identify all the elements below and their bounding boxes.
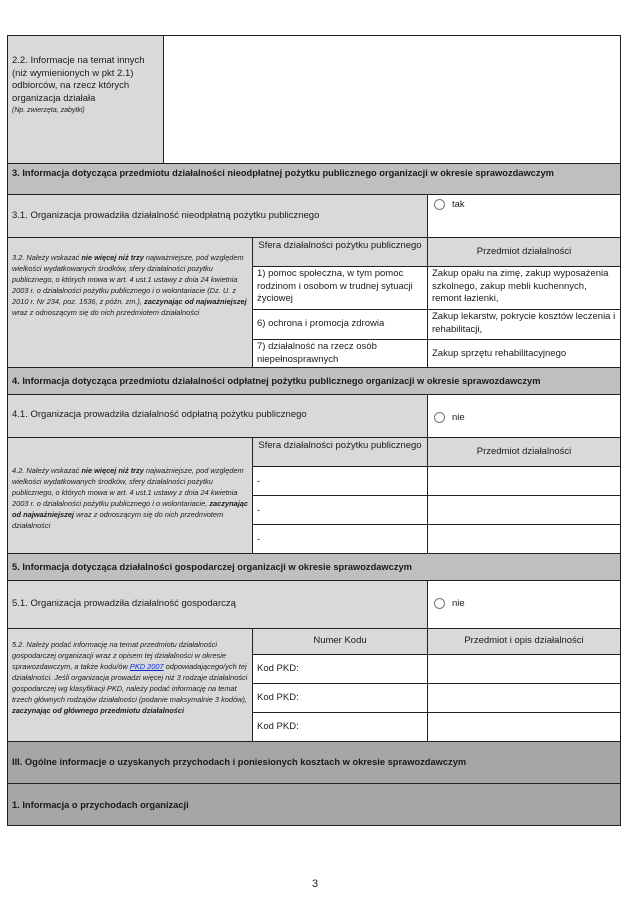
s42-instruction: 4.2. Należy wskazać nie więcej niż trzy najważniejsze, pod względem wielkości wydatkowanych środków, sfery działalności pożytku publicznego, o których mowa w art. 4 ust.1 ustawy z dnia 24 kwietnia 2003 r. o działalności pożytku publicznego i o wolontariacie, zaczynając od najważniejszej wraz z odnoszącym się do nich przedmiotem działalności (8, 437, 252, 553)
s51-radio-nie[interactable]: nie (428, 581, 620, 611)
s51-answer-cell (427, 580, 620, 628)
radio-icon[interactable] (434, 199, 445, 210)
s51-question: 5.1. Organizacja prowadziła działalność gospodarczą (8, 580, 427, 628)
s31-question: 3.1. Organizacja prowadziła działalność nieodpłatną pożytku publicznego (8, 194, 427, 237)
s4-header: 4. Informacja dotycząca przedmiotu działalności odpłatnej pożytku publicznego organizacji w okresie sprawozdawczym (8, 367, 620, 394)
s22-label-cell (8, 36, 163, 163)
s41-question: 4.1. Organizacja prowadziła działalność odpłatną pożytku publicznego (8, 394, 427, 437)
s42-row2-przedmiot[interactable] (427, 495, 620, 524)
s52-row2-opis[interactable] (427, 683, 620, 712)
s22-input-area[interactable] (163, 36, 620, 163)
s3-header: 3. Informacja dotycząca przedmiotu działalności nieodpłatnej pożytku publicznego organizacji w okresie sprawozdawczym (8, 163, 620, 194)
s32-row1-sfera[interactable]: 1) pomoc społeczna, w tym pomoc rodzinom i osobom w trudnej sytuacji życiowej (252, 266, 427, 309)
s42-col-przedmiot: Przedmiot działalności (427, 437, 620, 466)
s32-col-przedmiot: Przedmiot działalności (427, 237, 620, 266)
sIII-header: III. Ogólne informacje o uzyskanych przychodach i poniesionych kosztach w okresie sprawozdawczym (8, 741, 620, 783)
s32-row3-przedmiot[interactable]: Zakup sprzętu rehabilitacyjnego (427, 339, 620, 367)
s31-answer-cell (427, 194, 620, 237)
s32-row1-przedmiot[interactable]: Zakup opału na zimę, zakup wyposażenia szkolnego, zakup mebli kuchennych, remont łazienki, (427, 266, 620, 309)
s52-col-opis: Przedmiot i opis działalności (427, 628, 620, 654)
s42-row1-sfera[interactable]: - (252, 466, 427, 495)
s52-row2-kod[interactable]: Kod PKD: (252, 683, 427, 712)
s42-col-sfera: Sfera działalności pożytku publicznego (252, 437, 427, 466)
s1-header: 1. Informacja o przychodach organizacji (8, 783, 620, 825)
s52-row1-kod[interactable]: Kod PKD: (252, 654, 427, 683)
s22-label: 2.2. Informacje na temat innych (niż wymienionych w pkt 2.1) odbiorców, na rzecz których organizacja działała (12, 55, 145, 104)
s42-row3-przedmiot[interactable] (427, 524, 620, 553)
s42-row2-sfera[interactable]: - (252, 495, 427, 524)
s52-row3-kod[interactable]: Kod PKD: (252, 712, 427, 741)
s52-instruction: 5.2. Należy podać informację na temat przedmiotu działalności gospodarczej organizacji wraz z opisem tej działalności w okresie sprawozdawczym, a także kodu/ów PKD 2007 odpowiadającego/ych tej działalności. Jeśli organizacja prowadzi więcej niż 3 rodzaje działalności gospodarczej wg klasyfikacji PKD, należy podać informację na temat trzech głównych rodzajów działalności (podanie maksymalnie 3 kodów), zaczynając od głównego przedmiotu działalności (8, 628, 252, 741)
s32-instruction: 3.2. Należy wskazać nie więcej niż trzy najważniejsze, pod względem wielkości wydatkowanych środków, sfery działalności pożytku publicznego, o których mowa w art. 4 ust.1 ustawy z dnia 24 kwietnia 2003 r. o działalności pożytku publicznego i o wolontariacie (Dz. U. z 2010 r. Nr 234, poz. 1536, z późn. zm.), zaczynając od najważniejszej wraz z odnoszącym się do nich przedmiotem działalności (8, 237, 252, 367)
s5-header: 5. Informacja dotycząca działalności gospodarczej organizacji w okresie sprawozdawczym (8, 553, 620, 580)
s52-col-kod: Numer Kodu (252, 628, 427, 654)
s32-row3-sfera[interactable]: 7) działalność na rzecz osób niepełnosprawnych (252, 339, 427, 367)
s22-hint: (Np. zwierzęta, zabytki) (12, 107, 85, 114)
radio-icon[interactable] (434, 412, 445, 423)
s32-col-sfera: Sfera działalności pożytku publicznego (252, 237, 427, 266)
s32-row2-sfera[interactable]: 6) ochrona i promocja zdrowia (252, 309, 427, 339)
s52-row3-opis[interactable] (427, 712, 620, 741)
pkd-2007-link[interactable]: PKD 2007 (129, 662, 164, 671)
s42-row1-przedmiot[interactable] (427, 466, 620, 495)
s41-radio-nie[interactable]: nie (428, 395, 620, 425)
s42-row3-sfera[interactable]: - (252, 524, 427, 553)
s41-answer-cell (427, 394, 620, 437)
s31-radio-tak[interactable]: tak (428, 195, 620, 216)
s32-row2-przedmiot[interactable]: Zakup lekarstw, pokrycie kosztów leczenia i rehabilitacji, (427, 309, 620, 339)
s52-row1-opis[interactable] (427, 654, 620, 683)
page-number: 3 (311, 878, 319, 890)
radio-icon[interactable] (434, 598, 445, 609)
